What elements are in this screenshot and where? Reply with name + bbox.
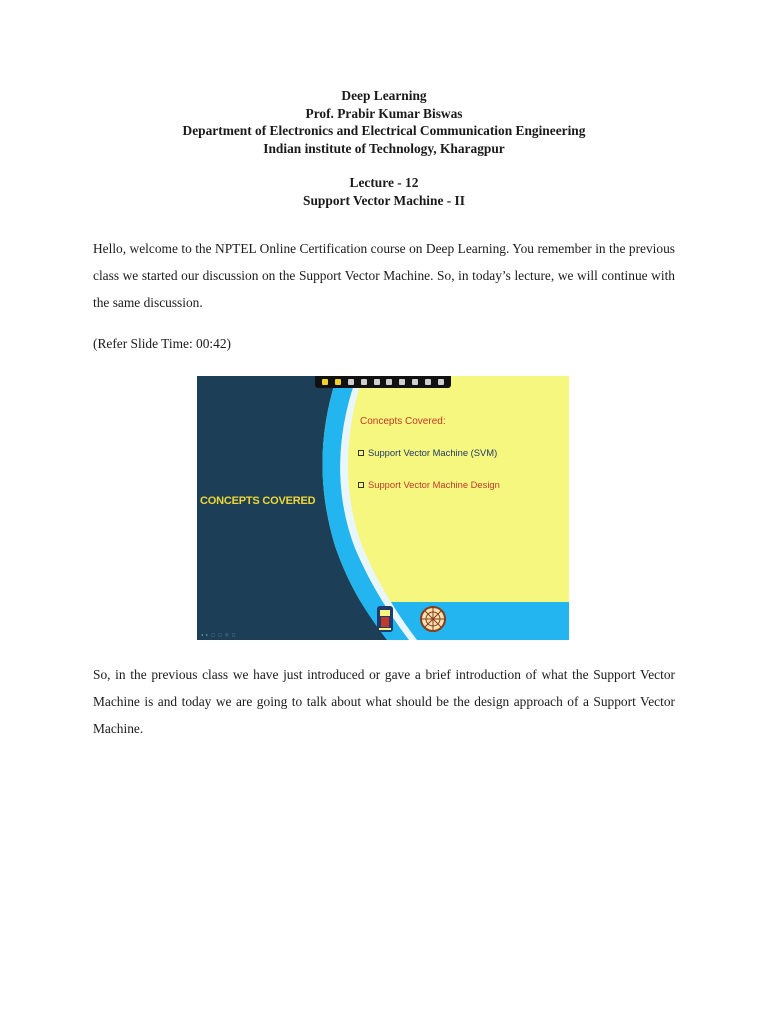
checkbox-bullet-icon [358,450,364,456]
closing-paragraph: So, in the previous class we have just introduced or gave a brief introduction of what the Support Vector Machine is and today we are going to talk about what should be the design approach of a Support Vector Machine. [93,667,675,736]
slide-bullet-item [358,447,497,458]
shape-tool-icon[interactable] [386,379,392,385]
slide-bullet-text: Support Vector Machine Design [368,479,500,490]
checkbox-bullet-icon [358,482,364,488]
text-tool-icon[interactable] [399,379,405,385]
slide-reference: (Refer Slide Time: 00:42) [93,336,231,351]
slide-bullet-text: Support Vector Machine (SVM) [368,447,498,458]
lecture-slide [197,376,569,640]
eraser-tool-icon[interactable] [361,379,367,385]
course-title: Deep Learning [341,88,427,103]
highlighter-tool-icon[interactable] [348,379,354,385]
professor-name: Prof. Prabir Kumar Biswas [305,105,463,121]
slide-bullet-item [358,479,500,490]
clear-tool-icon[interactable] [438,379,444,385]
color-tool-icon[interactable] [412,379,418,385]
lecture-topic: Support Vector Machine - II [303,192,465,208]
slide-heading: Concepts Covered: [360,416,446,427]
slide-left-title: CONCEPTS COVERED [200,495,316,507]
department-name: Department of Electronics and Electrical Communication Engineering [182,123,586,138]
pointer-tool-icon[interactable] [322,379,328,385]
slide-toolbar[interactable] [315,376,451,388]
intro-paragraph: Hello, welcome to the NPTEL Online Certification course on Deep Learning. You remember in the previous class we started our discussion on the Support Vector Machine. So, in today’s lecture, we will continue with the same discussion. [93,241,675,310]
nptel-logo-icon [419,604,447,634]
lecture-number: Lecture - 12 [349,175,419,190]
document-header [0,87,768,209]
pen-tool-icon[interactable] [335,379,341,385]
header-gap [0,157,768,174]
slide-navigation-controls[interactable]: ◂ ▸ ▢ ▢ ◎ ▢ [201,632,237,637]
institute-name: Indian institute of Technology, Kharagpur [263,140,505,156]
undo-tool-icon[interactable] [425,379,431,385]
iit-kharagpur-logo-icon [376,604,394,634]
line-tool-icon[interactable] [374,379,380,385]
